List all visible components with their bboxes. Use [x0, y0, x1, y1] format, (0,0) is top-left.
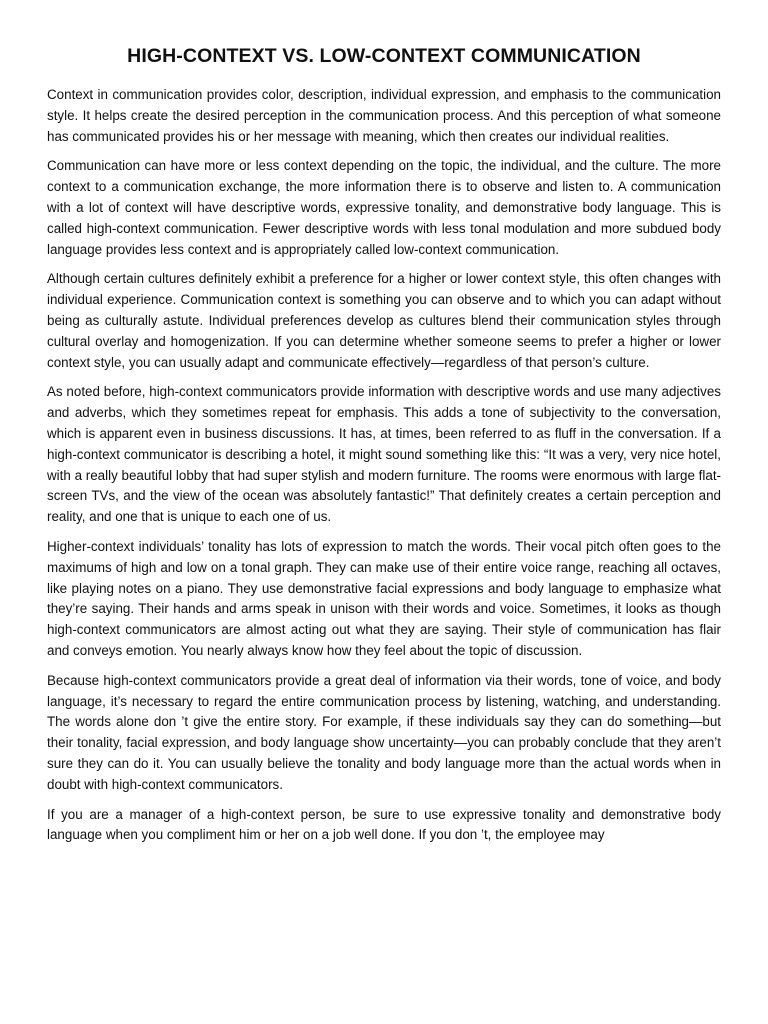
document-title: HIGH-CONTEXT VS. LOW-CONTEXT COMMUNICATION [127, 45, 641, 67]
paragraph-more-or-less-context: Communication can have more or less context depending on the topic, the individual, and the culture. The more context to a communication exchange, the more information there is to observe and listen to. A communication with a lot of context will have descriptive words, expressive tonality, and demonstrative body language. This is called high-context communication. Fewer descriptive words with less tonal modulation and more subdued body language provides less context and is appropriately called low-context communication. [47, 158, 721, 257]
paragraph-manager-advice: If you are a manager of a high-context person, be sure to use expressive tonality and demonstrative body language when you compliment him or her on a job well done. If you don ’t, the employee may [47, 806, 721, 843]
paragraph-entire-process: Because high-context communicators provide a great deal of information via their words, tone of voice, and body language, it’s necessary to regard the entire communication process by listening, watching, and understanding. The words alone don ’t give the entire story. For example, if these individuals say they can do something—but their tonality, facial expression, and body language show uncertainty—you can probably conclude that they aren’t sure they can do it. You can usually believe the tonality and body language more than the actual words when in doubt with high-context communicators. [47, 672, 721, 792]
paragraph-descriptive-words: As noted before, high-context communicators provide information with descriptive words and use many adjectives and adverbs, which they sometimes repeat for emphasis. This adds a tone of subjectivity to the conversation, which is apparent even in business discussions. It has, at times, been referred to as fluff in the conversation. If a high-context communicator is describing a hotel, it might sound something like this: “It was a very, very nice hotel, with a really beautiful lobby that had super stylish and modern furniture. The rooms were enormous with large flat-screen TVs, and the view of the ocean was absolutely fantastic!” That definitely creates a certain perception and reality, and one that is unique to each one of us. [47, 384, 721, 525]
document-page [47, 44, 721, 855]
paragraph-culture-preference: Although certain cultures definitely exhibit a preference for a higher or lower context style, this often changes with individual experience. Communication context is something you can observe and to which you can adapt without being as culturally astute. Individual preferences develop as cultures blend their communication styles through cultural overlay and homogenization. If you can determine whether someone seems to prefer a higher or lower context style, you can usually adapt and communicate effectively—regardless of that person’s culture. [47, 271, 721, 370]
paragraph-context-intro: Context in communication provides color, description, individual expression, and emphasis to the communication style. It helps create the desired perception in the communication process. And this perception of what someone has communicated provides his or her message with meaning, which then creates our individual realities. [47, 87, 721, 144]
paragraph-tonality: Higher-context individuals’ tonality has lots of expression to match the words. Their vocal pitch often goes to the maximums of high and low on a tonal graph. They can make use of their entire voice range, reaching all octaves, like playing notes on a piano. They use demonstrative facial expressions and body language to emphasize what they’re saying. Their hands and arms speak in unison with their words and voice. Sometimes, it looks as though high-context communicators are almost acting out what they are saying. Their style of communication has flair and conveys emotion. You nearly always know how they feel about the topic of discussion. [47, 538, 721, 658]
